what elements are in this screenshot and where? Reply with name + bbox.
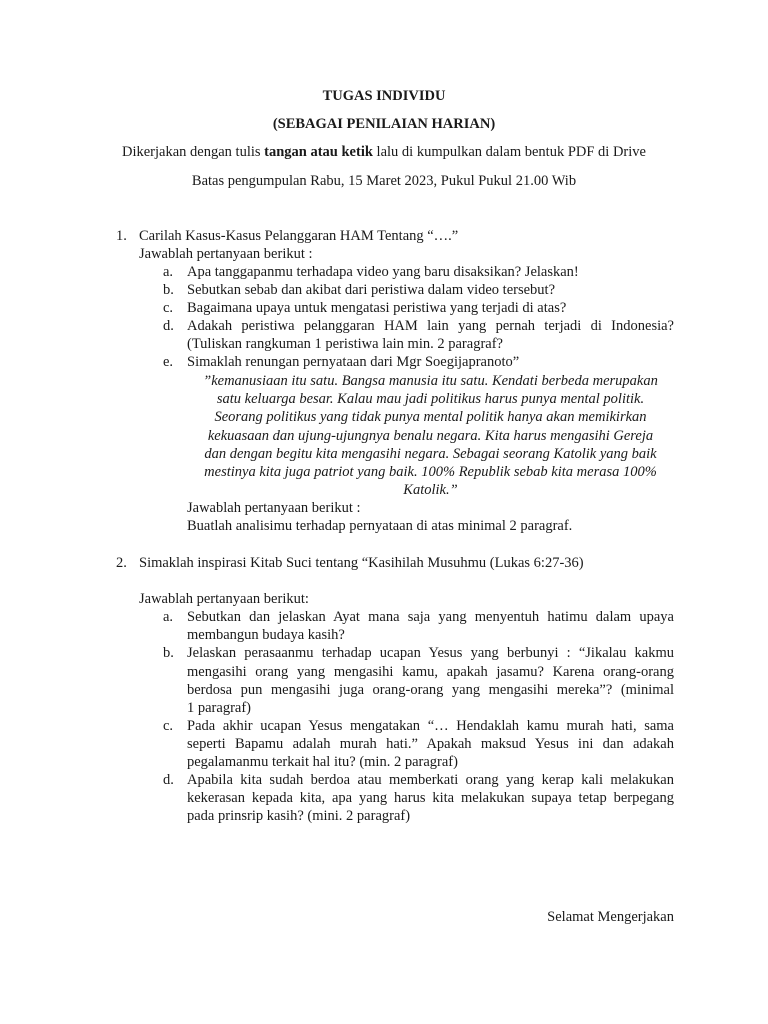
q2-item-c-letter: c. — [163, 718, 174, 734]
quote-line-5: dan dengan begitu kita mengasihi negara. Sebagai seorang Katolik yang baik — [204, 446, 657, 462]
q2-item-b-line1: Jelaskan perasaanmu terhadap ucapan Yesus yang berbunyi : “Jikalau kakmu — [187, 645, 674, 661]
q1-item-b-letter: b. — [163, 282, 174, 298]
q2-number: 2. — [116, 555, 127, 571]
q2-item-d-line1: Apabila kita sudah berdoa atau memberkati orang yang kerap kali melakukan — [187, 772, 674, 788]
q1-title: Carilah Kasus-Kasus Pelanggaran HAM Tentang “….” — [139, 228, 459, 244]
q2-prompt: Jawablah pertanyaan berikut: — [139, 591, 309, 607]
quote-line-4: kekuasaan dan ujung-ujungnya benalu negara. Kita harus mengasihi Gereja — [207, 428, 654, 444]
q1-item-c-text: Bagaimana upaya untuk mengatasi peristiwa yang terjadi di atas? — [187, 300, 567, 316]
q2-item-d-line3: pada prinsrip kasih? (mini. 2 paragraf) — [187, 808, 411, 824]
q1-item-c-letter: c. — [163, 300, 174, 316]
q1-item-d-letter: d. — [163, 318, 174, 334]
q1-prompt: Jawablah pertanyaan berikut : — [139, 246, 313, 262]
closing-text: Selamat Mengerjakan — [547, 909, 674, 925]
q2-title: Simaklah inspirasi Kitab Suci tentang “Kasihilah Musuhmu (Lukas 6:27-36) — [139, 555, 584, 571]
q1-item-a-text: Apa tanggapanmu terhadapa video yang baru disaksikan? Jelaskan! — [187, 264, 579, 280]
q2-item-c-line2: seperti Bapamu adalah murah hati.” Apakah maksud Yesus ini dan adakah — [187, 736, 674, 752]
q2-item-b-letter: b. — [163, 645, 174, 661]
instruction-line — [0, 143, 768, 161]
instruction-post: lalu di kumpulkan dalam bentuk PDF di Drive — [372, 144, 646, 160]
q2-item-a-line2: membangun budaya kasih? — [187, 627, 345, 643]
q1-item-b-text: Sebutkan sebab dan akibat dari peristiwa dalam video tersebut? — [187, 282, 556, 298]
q1-after-task: Buatlah analisimu terhadap pernyataan di atas minimal 2 paragraf. — [187, 518, 573, 534]
quote-line-7: Katolik.” — [403, 482, 458, 498]
q2-item-b-line4: 1 paragraf) — [187, 700, 251, 716]
quote-line-6: mestinya kita juga patriot yang baik. 100% Republik sebab kita merasa 100% — [204, 464, 657, 480]
q1-after-prompt: Jawablah pertanyaan berikut : — [187, 500, 361, 516]
quote-line-3: Seorang politikus yang tidak punya mental politik hanya akan memikirkan — [214, 409, 647, 425]
q2-item-c-line3: pegalamanmu terkait hal itu? (min. 2 paragraf) — [187, 754, 458, 770]
instruction-bold: tangan atau ketik — [264, 144, 373, 160]
quote-line-2: satu keluarga besar. Kalau mau jadi politikus harus punya mental politik. — [216, 391, 645, 407]
q2-item-a-letter: a. — [163, 609, 174, 625]
q2-item-d-letter: d. — [163, 772, 174, 788]
q2-item-c-line1: Pada akhir ucapan Yesus mengatakan “… Hendaklah kamu murah hati, sama — [187, 718, 674, 734]
q1-item-d-text-line2: (Tuliskan rangkuman 1 peristiwa lain min. 2 paragraf? — [187, 336, 503, 352]
quote-line-1: ”kemanusiaan itu satu. Bangsa manusia itu satu. Kendati berbeda merupakan — [203, 373, 658, 389]
q2-item-b-line2: mengasihi orang yang mengasihi kamu, apakah jasamu? Karena orang-orang — [187, 664, 674, 680]
q1-number: 1. — [116, 228, 127, 244]
q1-item-e-text: Simaklah renungan pernyataan dari Mgr Soegijapranoto” — [187, 354, 520, 370]
instruction-pre: Dikerjakan dengan tulis — [122, 144, 265, 160]
document-title: TUGAS INDIVIDU — [322, 88, 446, 104]
q1-item-e-letter: e. — [163, 354, 174, 370]
q2-item-b-line3: berdosa pun mengasihi juga orang-orang yang mengasihi mereka”? (minimal — [187, 682, 674, 698]
q1-item-d-text-line1: Adakah peristiwa pelanggaran HAM lain yang pernah terjadi di Indonesia? — [187, 318, 674, 334]
document-subtitle: (SEBAGAI PENILAIAN HARIAN) — [272, 116, 496, 132]
q1-item-a-letter: a. — [163, 264, 174, 280]
q2-item-a-line1: Sebutkan dan jelaskan Ayat mana saja yang menyentuh hatimu dalam upaya — [187, 609, 674, 625]
q2-item-d-line2: kekerasan kepada kita, apa yang harus kita melakukan supaya tetap berpegang — [187, 790, 674, 806]
deadline-line: Batas pengumpulan Rabu, 15 Maret 2023, Pukul Pukul 21.00 Wib — [191, 173, 577, 189]
